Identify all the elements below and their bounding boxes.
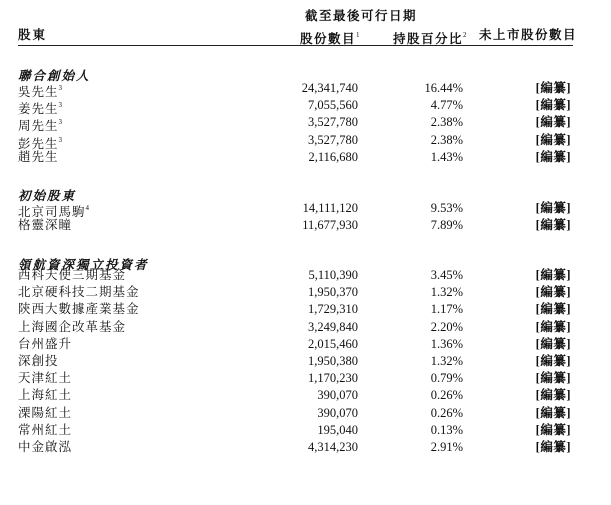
header-unlisted-shares: 未上市股份數目 (479, 28, 578, 42)
percentage-value: 16.44% (424, 81, 463, 95)
header-percentage (393, 28, 468, 46)
percentage-value: 0.13% (430, 422, 463, 437)
table-row (0, 422, 611, 439)
header-shares (300, 28, 361, 46)
section-title: 聯合創始人 (18, 69, 91, 83)
table-row (0, 405, 611, 422)
section-rows (0, 80, 611, 166)
percentage-value: 0.79% (430, 371, 463, 386)
shareholder-name (18, 149, 59, 166)
percentage-value: 2.38% (430, 115, 463, 130)
shares-value: 2,015,460 (308, 336, 358, 351)
table-row (0, 149, 611, 166)
percentage-value: 2.91% (430, 439, 463, 454)
section-title: 領航資深獨立投資者 (18, 258, 149, 272)
table-row (0, 267, 611, 284)
shareholder-name-text: 溧陽紅土 (18, 405, 73, 420)
footnote-marker: 3 (58, 135, 64, 144)
redacted-value: [編纂] (535, 132, 571, 147)
shareholder-name-text: 台州盛升 (18, 336, 73, 351)
percentage-value: 1.32% (430, 285, 463, 300)
shareholder-name-text: 格靈深瞳 (18, 218, 73, 233)
redacted-value: [編纂] (535, 302, 571, 317)
shareholder-name (18, 353, 59, 370)
percentage-value: 7.89% (430, 218, 463, 233)
table-row (0, 114, 611, 134)
redacted-value: [編纂] (535, 439, 571, 454)
header-shares-footnote: 1 (356, 31, 362, 39)
percentage-value: 9.53% (430, 201, 463, 215)
header-shared-label: 截至最後可行日期 (305, 9, 418, 23)
redacted-value: [編纂] (535, 201, 571, 215)
shareholder-name-text: 上海國企改革基金 (18, 319, 127, 334)
percentage-value: 0.26% (430, 405, 463, 420)
redacted-value: [編纂] (535, 149, 571, 164)
shareholder-name-text: 天津紅土 (18, 371, 73, 386)
shares-value: 390,070 (317, 388, 358, 403)
redacted-value: [編纂] (535, 371, 571, 386)
shareholder-name-text: 西科天使三期基金 (18, 268, 127, 282)
shares-value: 2,116,680 (308, 149, 358, 164)
shareholder-name (18, 217, 72, 234)
shareholder-name (18, 439, 72, 456)
footnote-marker: 3 (58, 84, 64, 92)
shares-value: 4,314,230 (308, 439, 358, 454)
shareholder-name (18, 387, 72, 404)
redacted-value: [編纂] (535, 98, 571, 113)
header-shares-label: 股份數目 (300, 32, 357, 46)
shareholder-name-text: 姜先生 (18, 102, 59, 117)
shares-value: 195,040 (317, 422, 358, 437)
redacted-value: [編纂] (535, 353, 571, 368)
table-row (0, 439, 611, 456)
percentage-value: 0.26% (430, 388, 463, 403)
shareholder-name-text: 陝西大數據產業基金 (18, 302, 140, 317)
redacted-value: [編纂] (535, 422, 571, 437)
shareholder-name (18, 301, 140, 318)
percentage-value: 1.17% (430, 302, 463, 317)
percentage-value: 1.36% (430, 336, 463, 351)
shares-value: 3,249,840 (308, 319, 358, 334)
table-row (0, 97, 611, 117)
shares-value: 14,111,120 (302, 201, 358, 215)
shares-value: 11,677,930 (302, 218, 358, 233)
table-row (0, 80, 611, 97)
shareholder-name (18, 267, 126, 284)
shareholder-name-text: 吳先生 (18, 85, 59, 99)
percentage-value: 1.43% (430, 149, 463, 164)
redacted-value: [編纂] (535, 285, 571, 300)
table-row (0, 319, 611, 336)
header-rule (18, 45, 573, 46)
table-row (0, 336, 611, 353)
table-row (0, 301, 611, 318)
shares-value: 7,055,560 (308, 98, 358, 113)
shareholder-name-text: 趙先生 (18, 149, 59, 164)
shares-value: 1,729,310 (308, 302, 358, 317)
percentage-value: 3.45% (430, 268, 463, 282)
table-row (0, 387, 611, 404)
shareholder-name (18, 319, 126, 336)
shareholder-name-text: 深創投 (18, 353, 59, 368)
table-row (0, 284, 611, 301)
percentage-value: 4.77% (430, 98, 463, 113)
shares-value: 1,950,380 (308, 353, 358, 368)
shareholder-name (18, 405, 72, 422)
redacted-value: [編纂] (535, 319, 571, 334)
shareholder-name-text: 周先生 (18, 119, 59, 134)
redacted-value: [編纂] (535, 405, 571, 420)
table-row (0, 200, 611, 217)
table-row (0, 132, 611, 149)
table-row (0, 353, 611, 370)
redacted-value: [編纂] (535, 268, 571, 282)
percentage-value: 2.20% (430, 319, 463, 334)
header-percentage-footnote: 2 (463, 31, 469, 39)
shareholder-name-text: 上海紅土 (18, 388, 73, 403)
redacted-value: [編纂] (535, 81, 571, 95)
footnote-marker: 3 (58, 118, 64, 127)
shares-value: 1,170,230 (308, 371, 358, 386)
shareholder-name (18, 284, 140, 301)
table-row (0, 217, 611, 234)
shareholder-name (18, 370, 72, 387)
shares-value: 1,950,370 (308, 285, 358, 300)
percentage-value: 2.38% (430, 132, 463, 147)
shareholder-name (18, 422, 72, 439)
redacted-value: [編纂] (535, 218, 571, 233)
shares-value: 5,110,390 (308, 268, 358, 282)
section-rows (0, 200, 611, 234)
table-row (0, 370, 611, 387)
shareholder-name-text: 常州紅土 (18, 422, 73, 437)
section-rows (0, 267, 611, 456)
shareholder-name (18, 336, 72, 353)
shareholder-name-text: 中金啟泓 (18, 439, 73, 454)
redacted-value: [編纂] (535, 388, 571, 403)
header-shareholder: 股東 (18, 28, 48, 42)
footnote-marker: 4 (85, 204, 91, 212)
shares-value: 3,527,780 (308, 132, 358, 147)
shareholder-name-text: 彭先生 (18, 136, 59, 151)
footnote-marker: 3 (58, 101, 64, 110)
section-title: 初始股東 (18, 189, 77, 203)
percentage-value: 1.32% (430, 353, 463, 368)
shareholder-name-text: 北京司馬駒 (18, 205, 86, 219)
redacted-value: [編纂] (535, 115, 571, 130)
shares-value: 24,341,740 (301, 81, 358, 95)
header-percentage-label: 持股百分比 (393, 32, 464, 46)
redacted-value: [編纂] (535, 336, 571, 351)
shares-value: 3,527,780 (308, 115, 358, 130)
shares-value: 390,070 (317, 405, 358, 420)
shareholder-name-text: 北京硬科技二期基金 (18, 285, 140, 300)
